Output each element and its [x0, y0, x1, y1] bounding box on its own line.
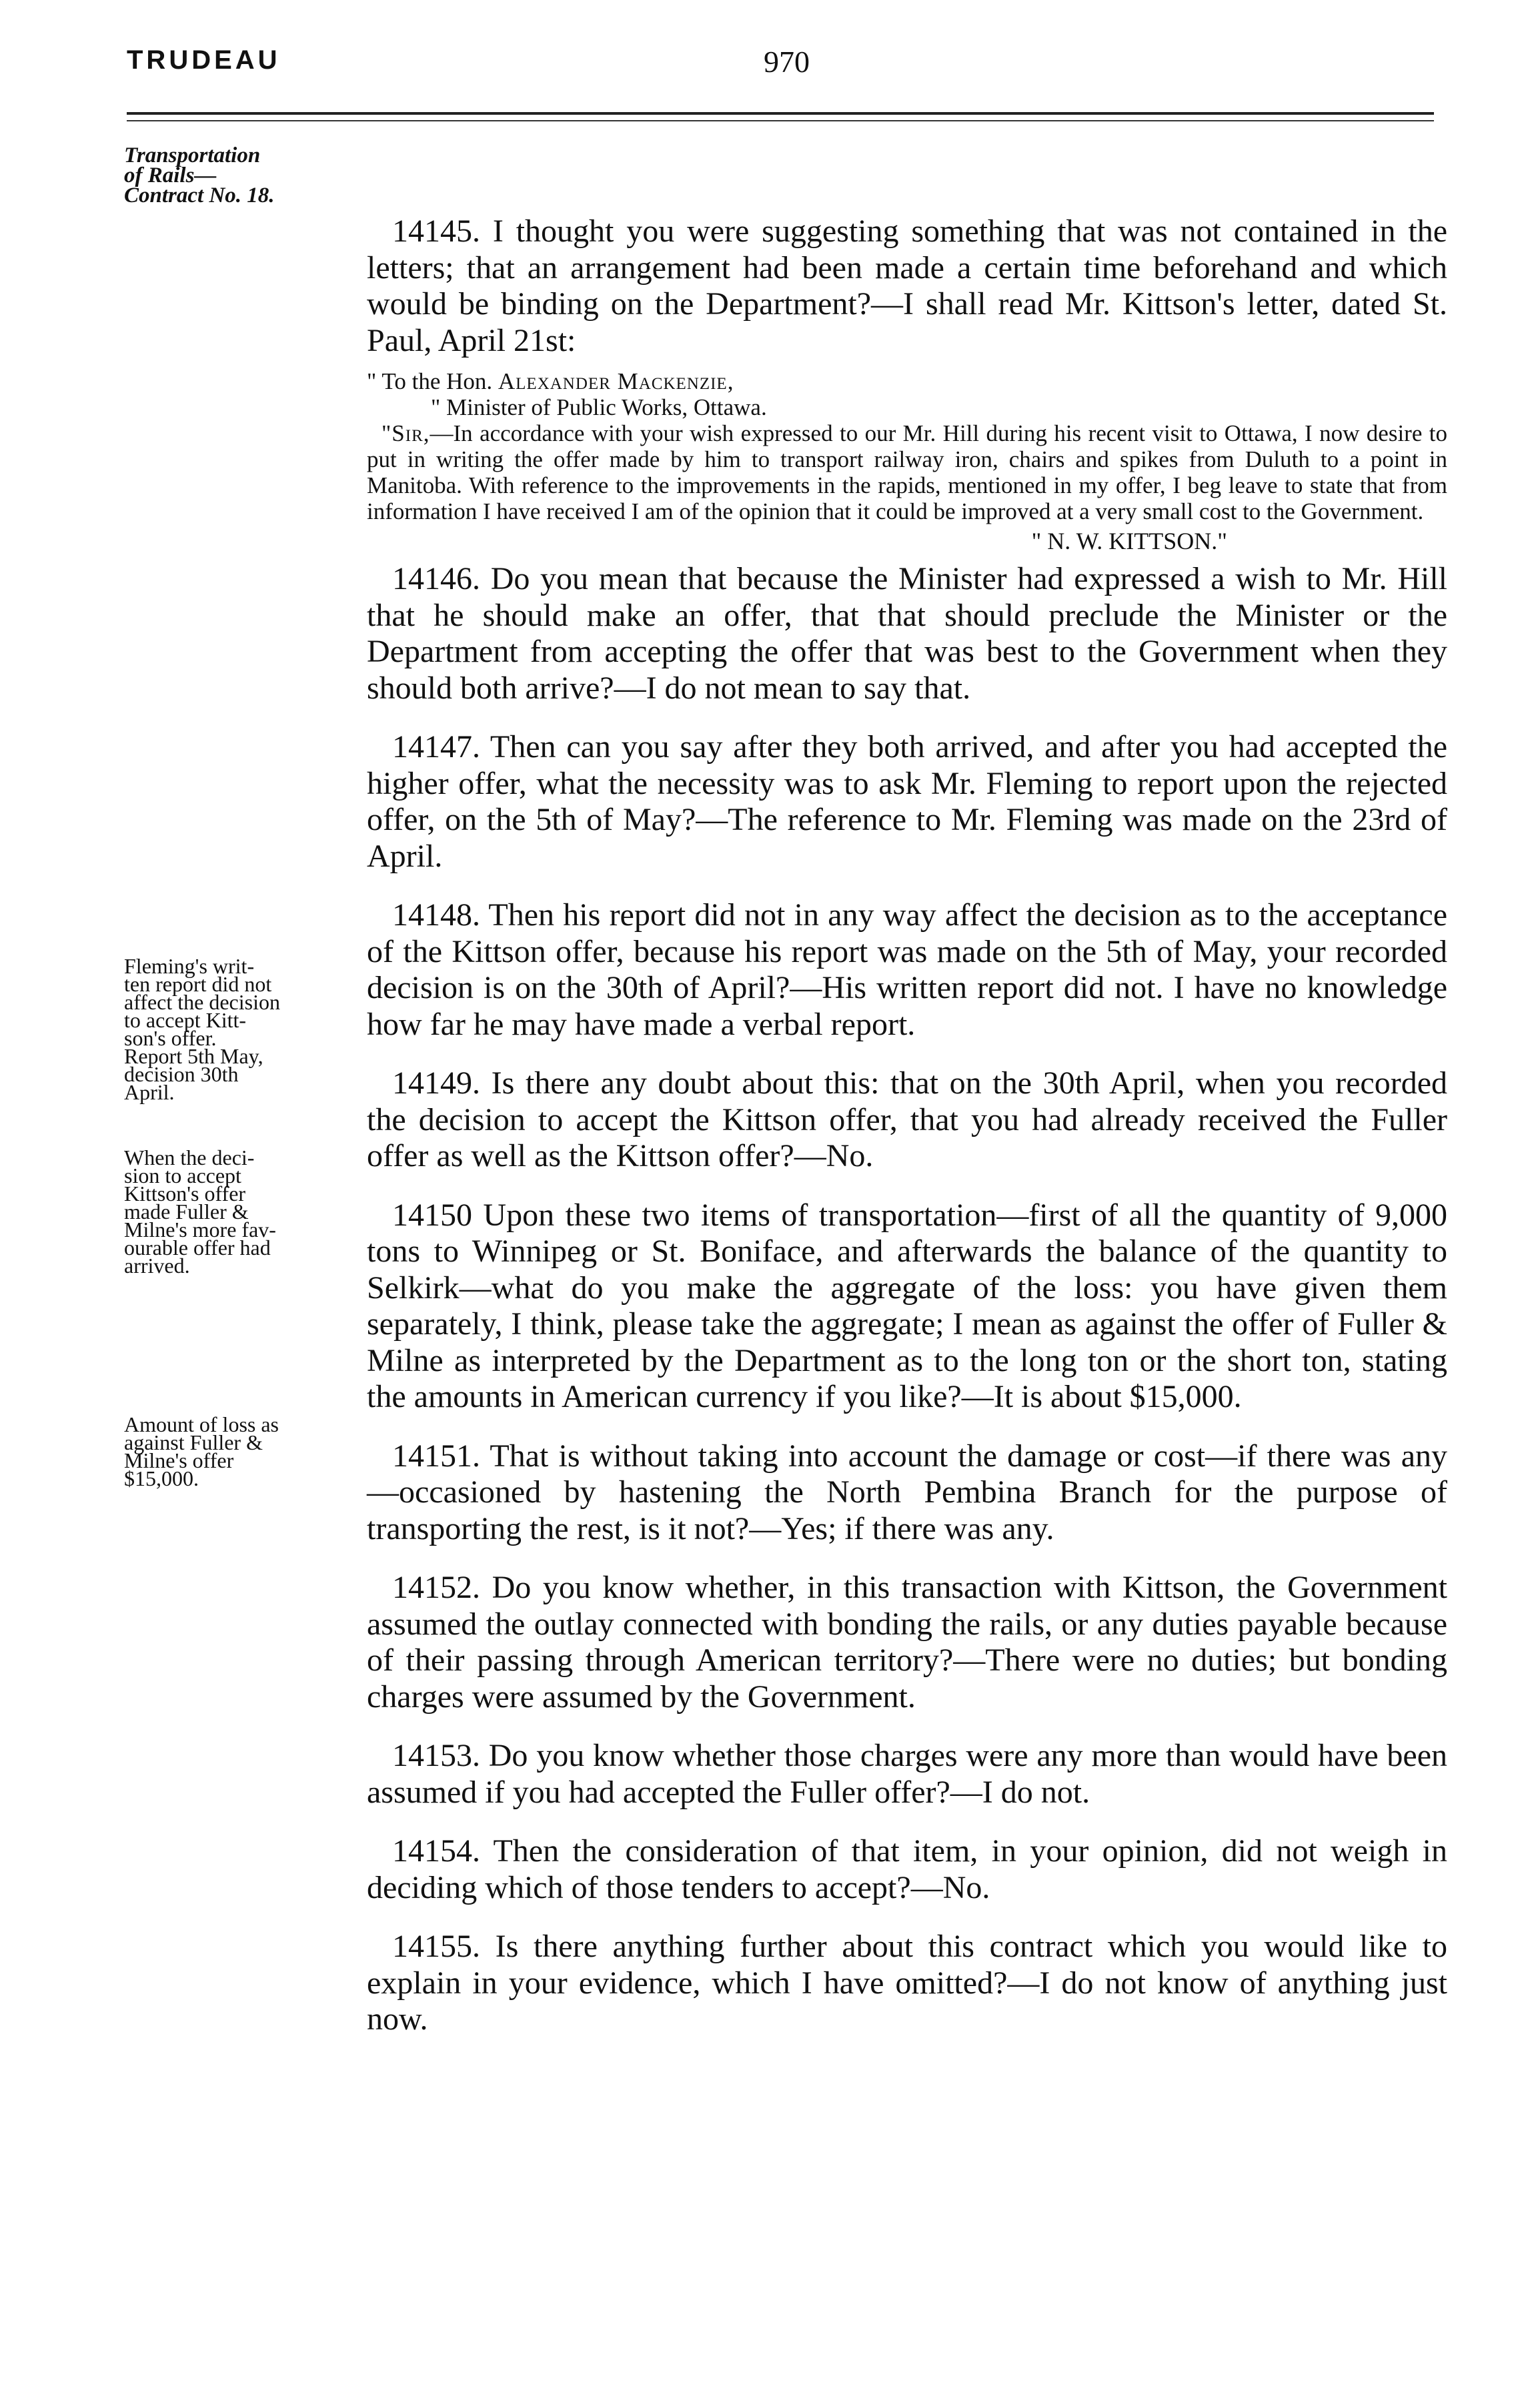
letter-addressee: " To the Hon. Alexander Mackenzie,	[367, 368, 734, 394]
margin-note-amount-of-loss: Amount of loss as against Fuller & Milne's offer $15,000.	[124, 1412, 279, 1490]
question-14153: 14153. Do you know whether those charges were any more than would have been assumed if you had accepted the Fuller offer?—I do not.	[367, 1738, 1447, 1810]
question-14146: 14146. Do you mean that because the Minister had expressed a wish to Mr. Hill that he should make an offer, that that should preclude the Minister or the Department from accepting the offer that was best to the Government when they should both arrive?—I do not mean to say that.	[367, 561, 1447, 706]
page-number: 970	[764, 45, 810, 79]
letter-signature: " N. W. KITTSON."	[1031, 528, 1227, 554]
question-14145: 14145. I thought you were suggesting something that was not contained in the letters; that an arrangement had been made a certain time beforehand and which would be binding on the Department?—I shall read Mr. Kittson's letter, dated St. Paul, April 21st:	[367, 213, 1447, 358]
margin-note-fleming-report: Fleming's writ- ten report did not affect the decision to accept Kitt- son's offer. Report 5th May, decision 30th April.	[124, 954, 280, 1104]
question-14150: 14150 Upon these two items of transportation—first of all the quantity of 9,000 tons to Winnipeg or St. Boniface, and afterwards the balance of the quantity to Selkirk—what do you make the aggregate of the loss: you have given them separately, I think, please take the aggregate; I mean as against the offer of Fuller & Milne as interpreted by the Department as to the long ton or the short ton, stating the amounts in American currency if you like?—It is about $15,000.	[367, 1197, 1447, 1414]
kittson-letter	[367, 368, 1447, 554]
question-14148: 14148. Then his report did not in any way affect the decision as to the acceptance of the Kittson offer, because his report was made on the 5th of May, your recorded decision is on the 30th of April?—His written report did not. I have no knowledge how far he may have made a verbal report.	[367, 897, 1447, 1042]
question-14149: 14149. Is there any doubt about this: that on the 30th April, when you recorded the decision to accept the Kittson offer, that you had already received the Fuller offer as well as the Kittson offer?—No.	[367, 1065, 1447, 1173]
header-rule-thin	[127, 120, 1434, 121]
margin-note-decision-timing: When the deci- sion to accept Kittson's offer made Fuller & Milne's more fav- ourable offer had arrived.	[124, 1145, 276, 1278]
letter-text: "Sir,—In accordance with your wish expressed to our Mr. Hill during his recent visit to Ottawa, I now desire to put in writing the offer made by him to transport railway iron, chairs and spikes from Duluth to a point in Manitoba. With reference to the improvements in the rapids, mentioned in my offer, I beg leave to state that from information I have received I am of the opinion that it could be improved at a very small cost to the Government.	[367, 420, 1447, 524]
question-14147: 14147. Then can you say after they both arrived, and after you had accepted the higher offer, what the necessity was to ask Mr. Fleming to report upon the rejected offer, on the 5th of May?—The reference to Mr. Fleming was made on the 23rd of April.	[367, 729, 1447, 874]
question-14154: 14154. Then the consideration of that item, in your opinion, did not weigh in deciding which of those tenders to accept?—No.	[367, 1833, 1447, 1905]
question-14151: 14151. That is without taking into account the damage or cost—if there was any—occasioned by hastening the North Pembina Branch for the purpose of transporting the rest, is it not?—Yes; if there was any.	[367, 1438, 1447, 1546]
question-14152: 14152. Do you know whether, in this transaction with Kittson, the Government assumed the outlay connected with bonding the rails, or any duties payable because of their passing through American territory?—There were no duties; but bonding charges were assumed by the Government.	[367, 1570, 1447, 1715]
testimony-body	[367, 213, 1447, 2038]
margin-note-transportation: Transportation of Rails— Contract No. 18.	[124, 143, 275, 207]
letter-address-line: " Minister of Public Works, Ottawa.	[431, 394, 767, 420]
question-14155: 14155. Is there anything further about this contract which you would like to explain in your evidence, which I have omitted?—I do not know of anything just now.	[367, 1929, 1447, 2037]
header-rule	[127, 112, 1434, 115]
running-head: TRUDEAU	[127, 45, 281, 75]
